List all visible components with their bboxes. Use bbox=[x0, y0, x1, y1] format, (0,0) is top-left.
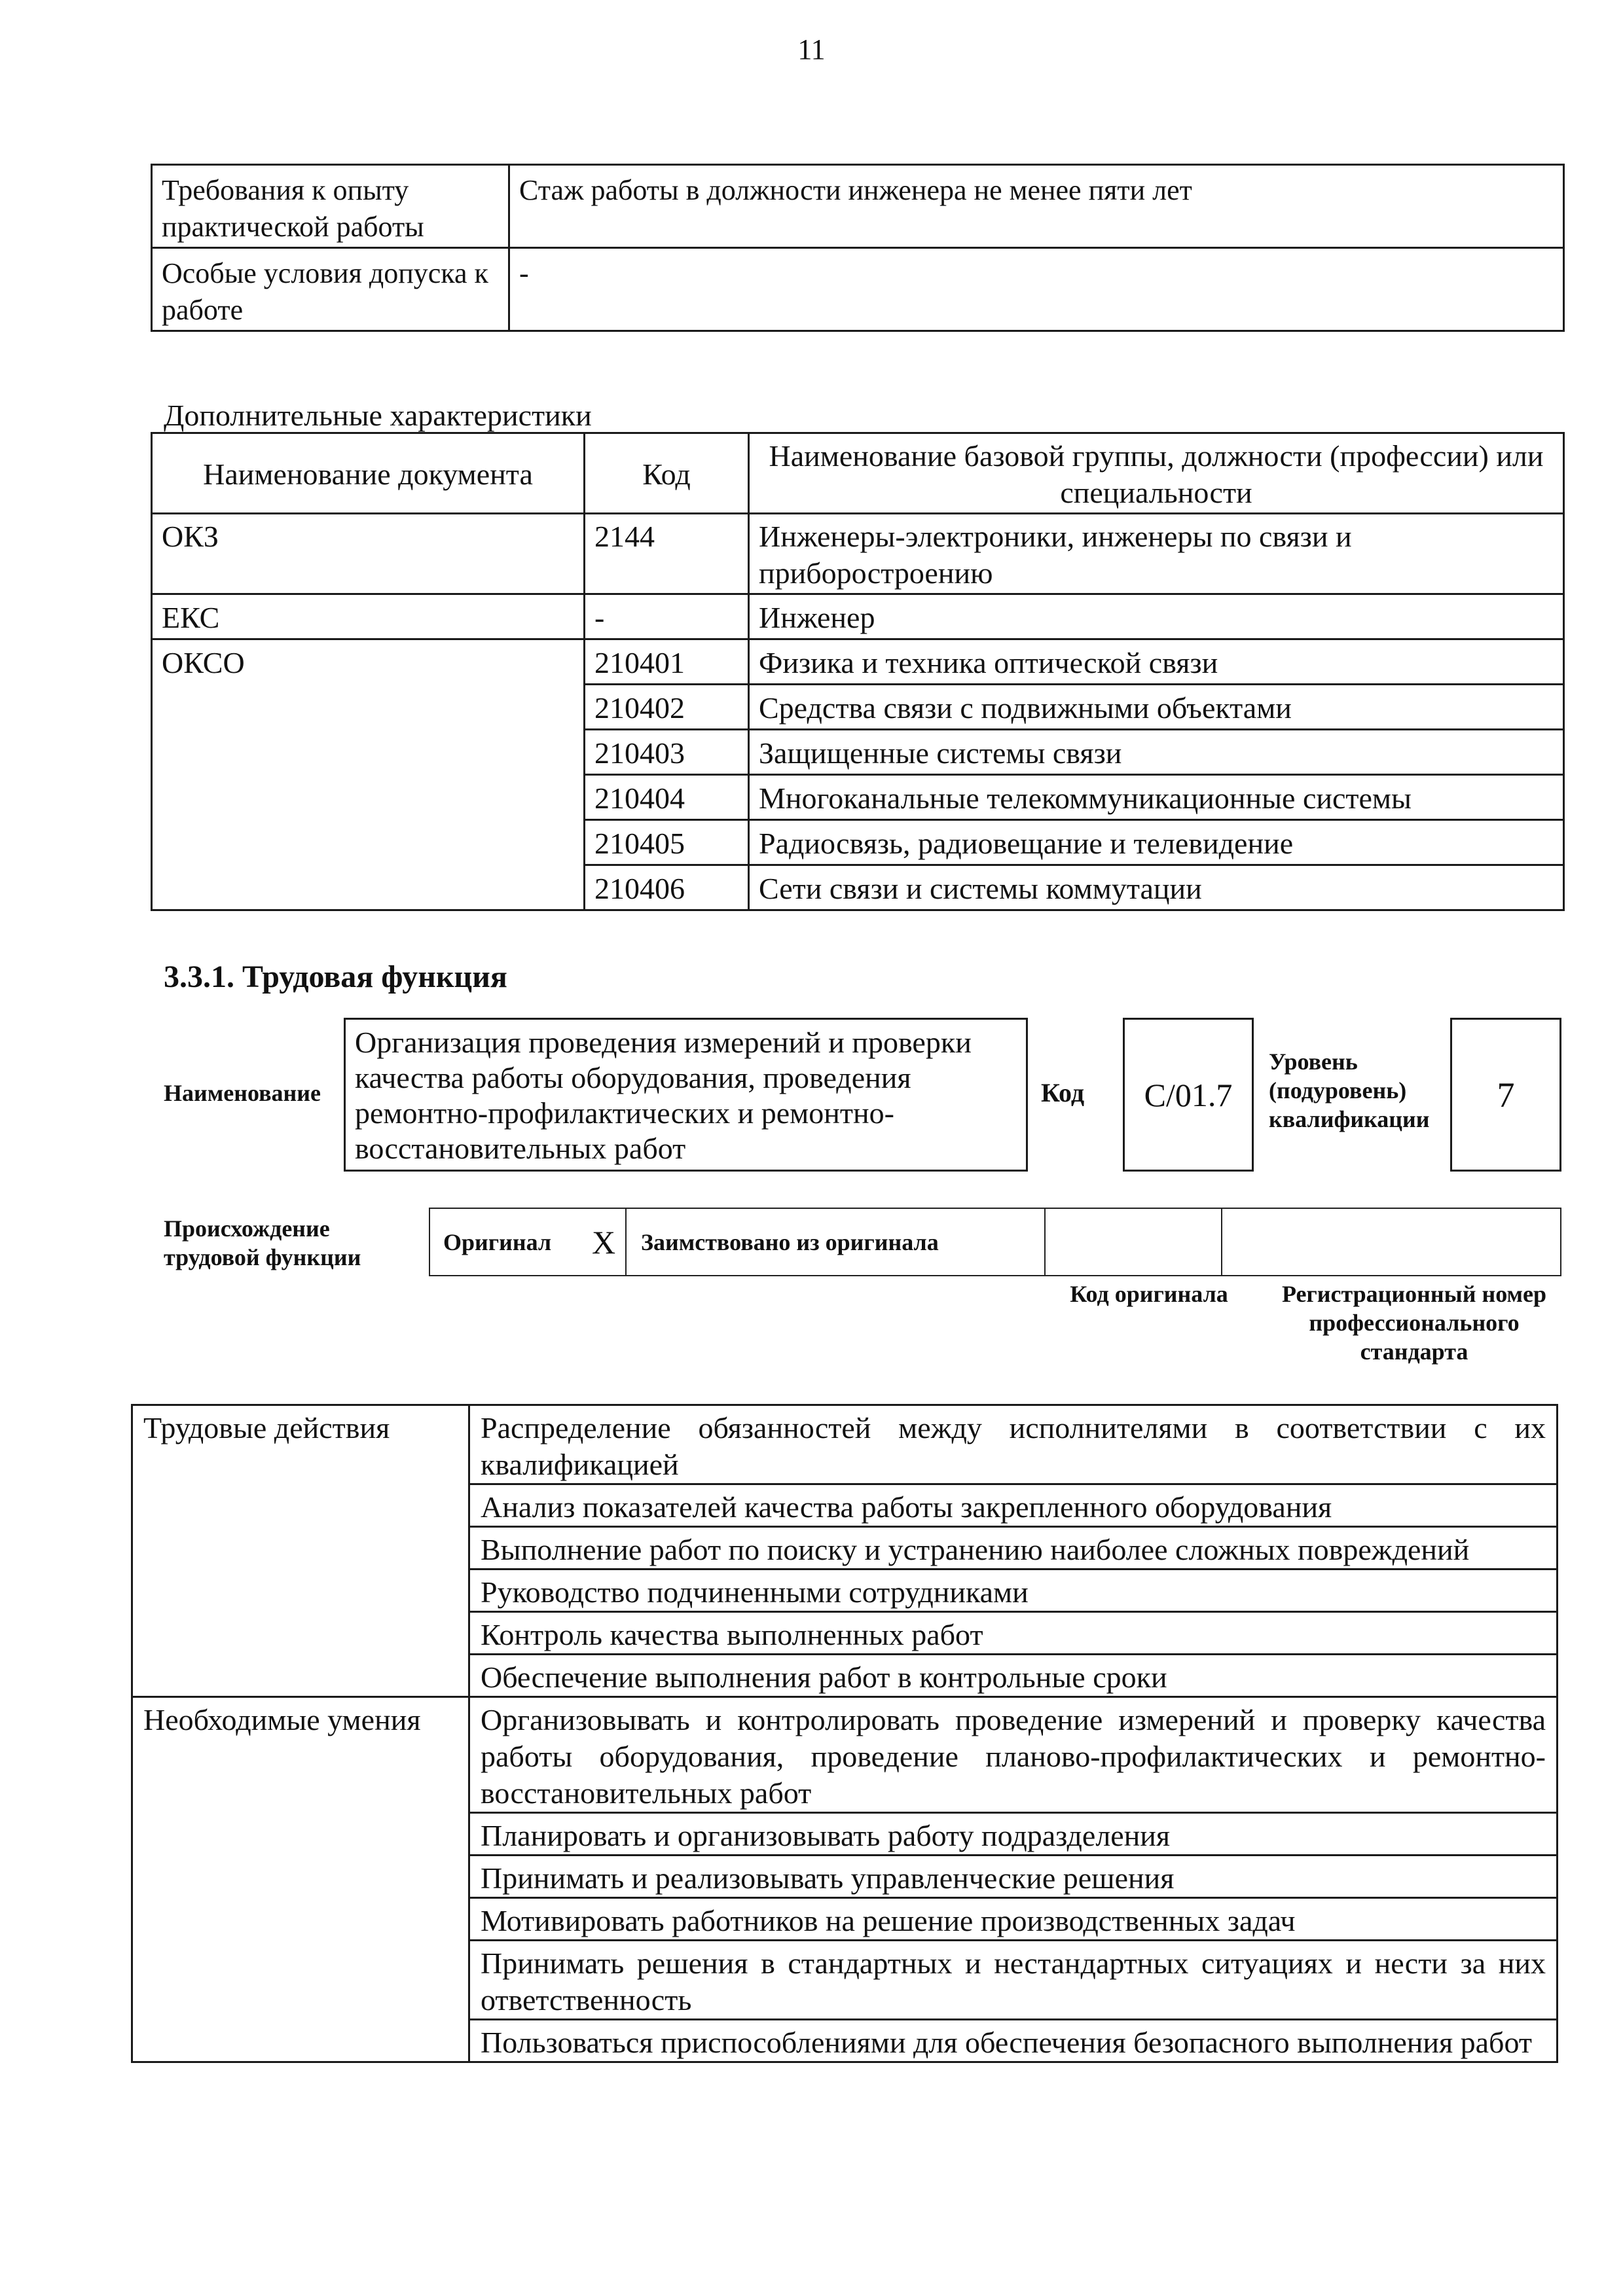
qualification-level-label: Уровень (подуровень) квалификации bbox=[1269, 1049, 1430, 1132]
code-cell: 210402 bbox=[585, 685, 749, 730]
skill-item: Принимать решения в стандартных и нестандартных ситуациях и нести за них ответственность bbox=[469, 1941, 1558, 2020]
extra-characteristics-title: Дополнительные характеристики bbox=[164, 399, 592, 432]
name-cell: Средства связи с подвижными объектами bbox=[749, 685, 1564, 730]
qualification-level-box bbox=[1450, 1018, 1561, 1172]
table-row bbox=[132, 1697, 1558, 1813]
code-cell: - bbox=[585, 594, 749, 639]
table-header-row bbox=[152, 433, 1564, 514]
requirements-value: - bbox=[509, 248, 1564, 331]
name-cell: Радиосвязь, радиовещание и телевидение bbox=[749, 820, 1564, 865]
name-cell: Физика и техника оптической связи bbox=[749, 639, 1564, 685]
requirements-label: Требования к опыту практической работы bbox=[152, 165, 509, 248]
origin-reg-caption: Регистрационный номер профессионального стандарта bbox=[1281, 1281, 1547, 1365]
skill-item: Пользоваться приспособлениями для обеспечения безопасного выполнения работ bbox=[469, 2020, 1558, 2062]
name-cell: Сети связи и системы коммутации bbox=[749, 865, 1564, 910]
skill-item: Планировать и организовывать работу подразделения bbox=[469, 1813, 1558, 1856]
code-cell: 2144 bbox=[585, 514, 749, 594]
actions-label: Трудовые действия bbox=[132, 1405, 469, 1697]
table-row bbox=[152, 165, 1564, 248]
extra-characteristics-table bbox=[151, 432, 1565, 911]
code-cell: 210403 bbox=[585, 730, 749, 775]
function-name-label: Наименование bbox=[164, 1080, 321, 1106]
skill-item: Принимать и реализовывать управленческие решения bbox=[469, 1856, 1558, 1898]
name-cell: Защищенные системы связи bbox=[749, 730, 1564, 775]
table-row bbox=[152, 594, 1564, 639]
origin-original-text: Оригинал bbox=[443, 1229, 552, 1255]
doc-cell: ОКСО bbox=[152, 639, 585, 910]
requirements-value: Стаж работы в должности инженера не менее пяти лет bbox=[509, 165, 1564, 248]
action-item: Анализ показателей качества работы закрепленного оборудования bbox=[469, 1484, 1558, 1527]
origin-borrowed-text: Заимствовано из оригинала bbox=[641, 1229, 939, 1255]
function-code-label: Код bbox=[1041, 1078, 1085, 1107]
actions-skills-table bbox=[131, 1404, 1558, 2063]
skill-item: Мотивировать работников на решение производственных задач bbox=[469, 1898, 1558, 1941]
function-code-box bbox=[1123, 1018, 1254, 1172]
requirements-label: Особые условия допуска к работе bbox=[152, 248, 509, 331]
column-header: Наименование базовой группы, должности (профессии) или специальности bbox=[749, 433, 1564, 514]
column-header: Код bbox=[585, 433, 749, 514]
name-cell: Инженеры-электроники, инженеры по связи и приборостроению bbox=[749, 514, 1564, 594]
qualification-level-value: 7 bbox=[1497, 1075, 1515, 1115]
column-header: Наименование документа bbox=[152, 433, 585, 514]
code-cell: 210404 bbox=[585, 775, 749, 820]
skills-label: Необходимые умения bbox=[132, 1697, 469, 2062]
table-row bbox=[152, 248, 1564, 331]
code-cell: 210406 bbox=[585, 865, 749, 910]
name-cell: Инженер bbox=[749, 594, 1564, 639]
table-row bbox=[152, 639, 1564, 685]
origin-reg-cell bbox=[1222, 1209, 1563, 1275]
origin-mark: X bbox=[591, 1223, 616, 1261]
action-item: Руководство подчиненными сотрудниками bbox=[469, 1570, 1558, 1612]
action-item: Контроль качества выполненных работ bbox=[469, 1612, 1558, 1655]
name-cell: Многоканальные телекоммуникационные системы bbox=[749, 775, 1564, 820]
origin-row bbox=[429, 1208, 1561, 1276]
origin-code-cell bbox=[1046, 1209, 1222, 1275]
code-cell: 210401 bbox=[585, 639, 749, 685]
action-item: Выполнение работ по поиску и устранению наиболее сложных повреждений bbox=[469, 1527, 1558, 1570]
origin-code-caption: Код оригинала bbox=[1070, 1281, 1228, 1307]
function-name-box: Организация проведения измерений и проверки качества работы оборудования, проведения ремонтно-профилактических и ремонтно-восстановительных работ bbox=[344, 1018, 1028, 1172]
table-row bbox=[152, 514, 1564, 594]
action-item: Обеспечение выполнения работ в контрольные сроки bbox=[469, 1655, 1558, 1697]
origin-label: Происхождение трудовой функции bbox=[164, 1215, 361, 1270]
doc-cell: ЕКС bbox=[152, 594, 585, 639]
requirements-table bbox=[151, 164, 1565, 332]
origin-borrowed-cell bbox=[627, 1209, 1046, 1275]
action-item: Распределение обязанностей между исполнителями в соответствии с их квалификацией bbox=[469, 1405, 1558, 1484]
doc-cell: ОКЗ bbox=[152, 514, 585, 594]
section-title: 3.3.1. Трудовая функция bbox=[164, 960, 507, 994]
page-number: 11 bbox=[797, 33, 826, 65]
function-code-value: C/01.7 bbox=[1144, 1076, 1233, 1113]
table-row bbox=[132, 1405, 1558, 1484]
skill-item: Организовывать и контролировать проведение измерений и проверку качества работы оборудования, проведение планово-профилактических и ремонтно-восстановительных работ bbox=[469, 1697, 1558, 1813]
code-cell: 210405 bbox=[585, 820, 749, 865]
